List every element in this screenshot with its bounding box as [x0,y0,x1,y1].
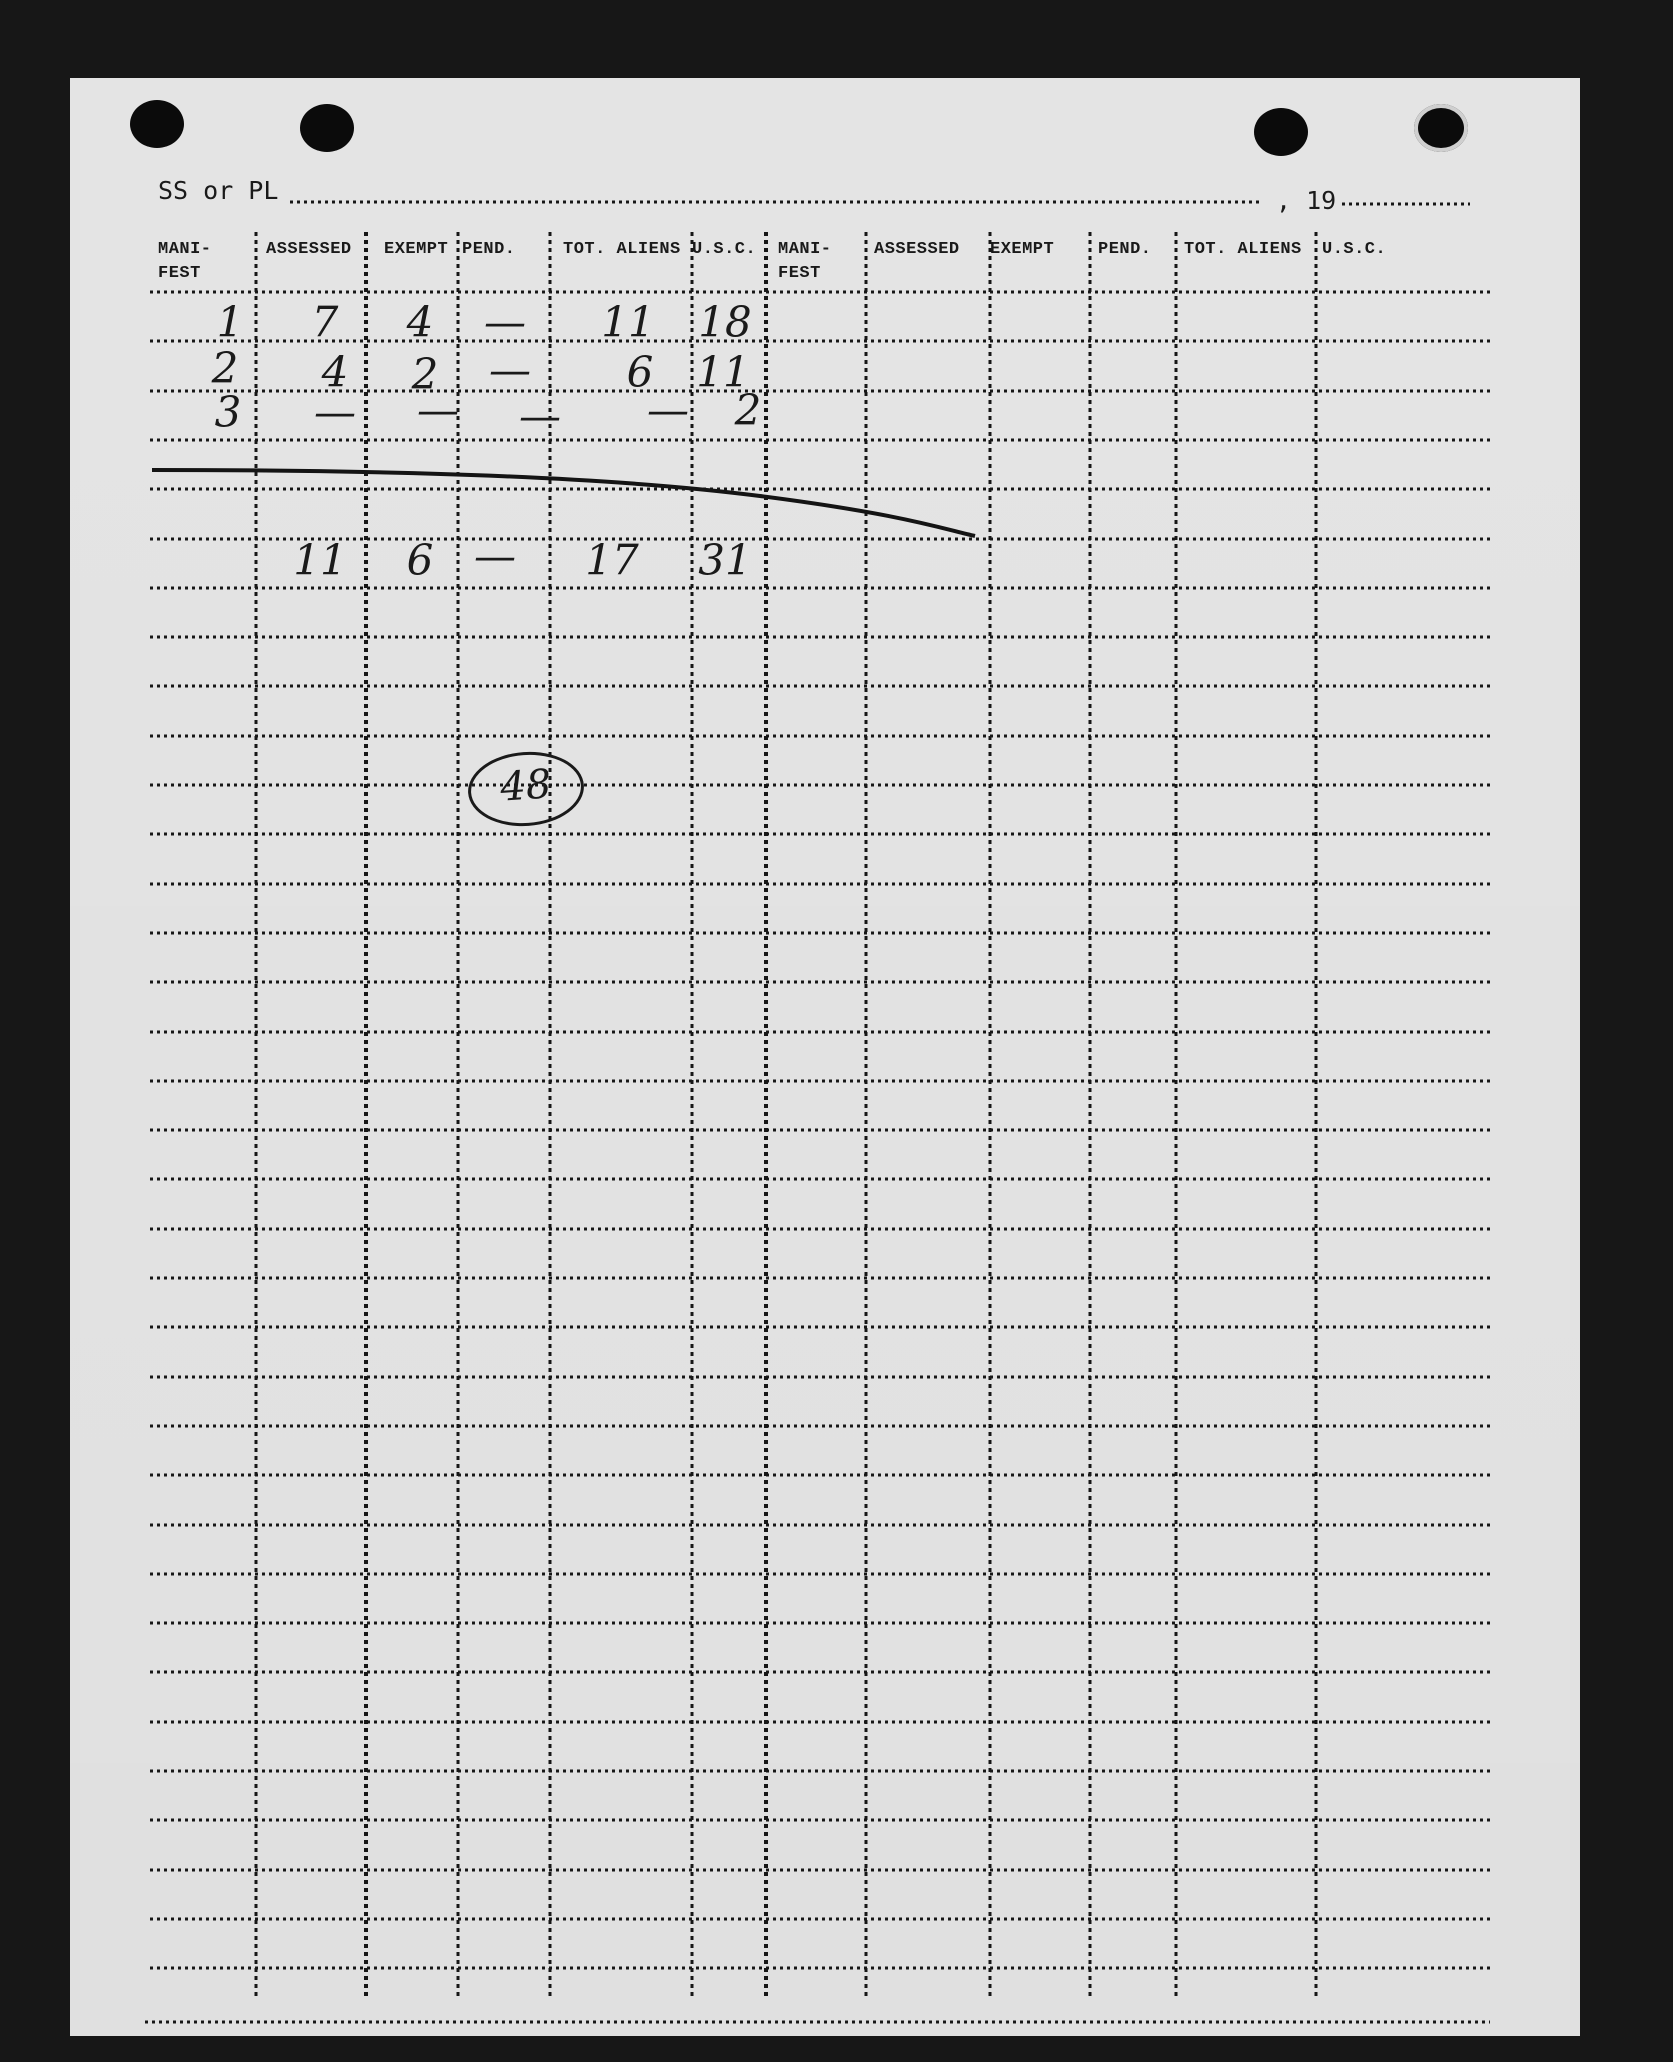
header-exempt-right: EXEMPT [990,240,1055,259]
vessel-label: SS or PL [158,176,279,205]
pen-stroke [152,470,975,536]
entry-2-usc: 11 [696,347,750,397]
entry-3-manifest: 3 [214,387,242,437]
entry-2-manifest: 2 [211,343,239,393]
entry-1-manifest: 1 [216,297,244,347]
header-pend-right: PEND. [1098,240,1152,259]
header-manifest-left: MANI- FEST [158,240,212,283]
total-assessed: 11 [293,535,347,585]
entry-1-assessed: 7 [311,297,339,347]
entry-2-tot-aliens: 6 [626,347,654,397]
header-assessed-right: ASSESSED [874,240,960,259]
header-manifest-right: MANI- FEST [778,240,832,283]
total-exempt: 6 [406,535,434,585]
entry-2-pend: — [489,345,531,395]
entry-2-exempt: 2 [411,349,439,399]
entry-3-exempt: — [417,385,459,435]
total-usc: 31 [698,535,752,585]
entry-1-pend: — [484,297,526,347]
entry-1-exempt: 4 [406,297,434,347]
entry-3-assessed: — [314,387,356,437]
entry-3-tot-aliens: — [647,385,689,435]
header-pend-left: PEND. [462,240,516,259]
total-tot-aliens: 17 [585,535,639,585]
entry-2-assessed: 4 [321,347,349,397]
entry-3-usc: 2 [734,385,762,435]
total-pend: — [474,531,516,581]
header-tot-aliens-left: TOT. ALIENS [563,240,681,259]
header-usc-right: U.S.C. [1322,240,1387,259]
entry-1-tot-aliens: 11 [601,297,655,347]
header-usc-left: U.S.C. [692,240,757,259]
year-label: , 19 [1276,186,1337,215]
header-exempt-left: EXEMPT [384,240,449,259]
circled-note-value: 48 [498,761,553,811]
entry-1-usc: 18 [698,297,752,347]
header-tot-aliens-right: TOT. ALIENS [1184,240,1302,259]
header-assessed-left: ASSESSED [266,240,352,259]
entry-3-pend: — [519,391,561,441]
